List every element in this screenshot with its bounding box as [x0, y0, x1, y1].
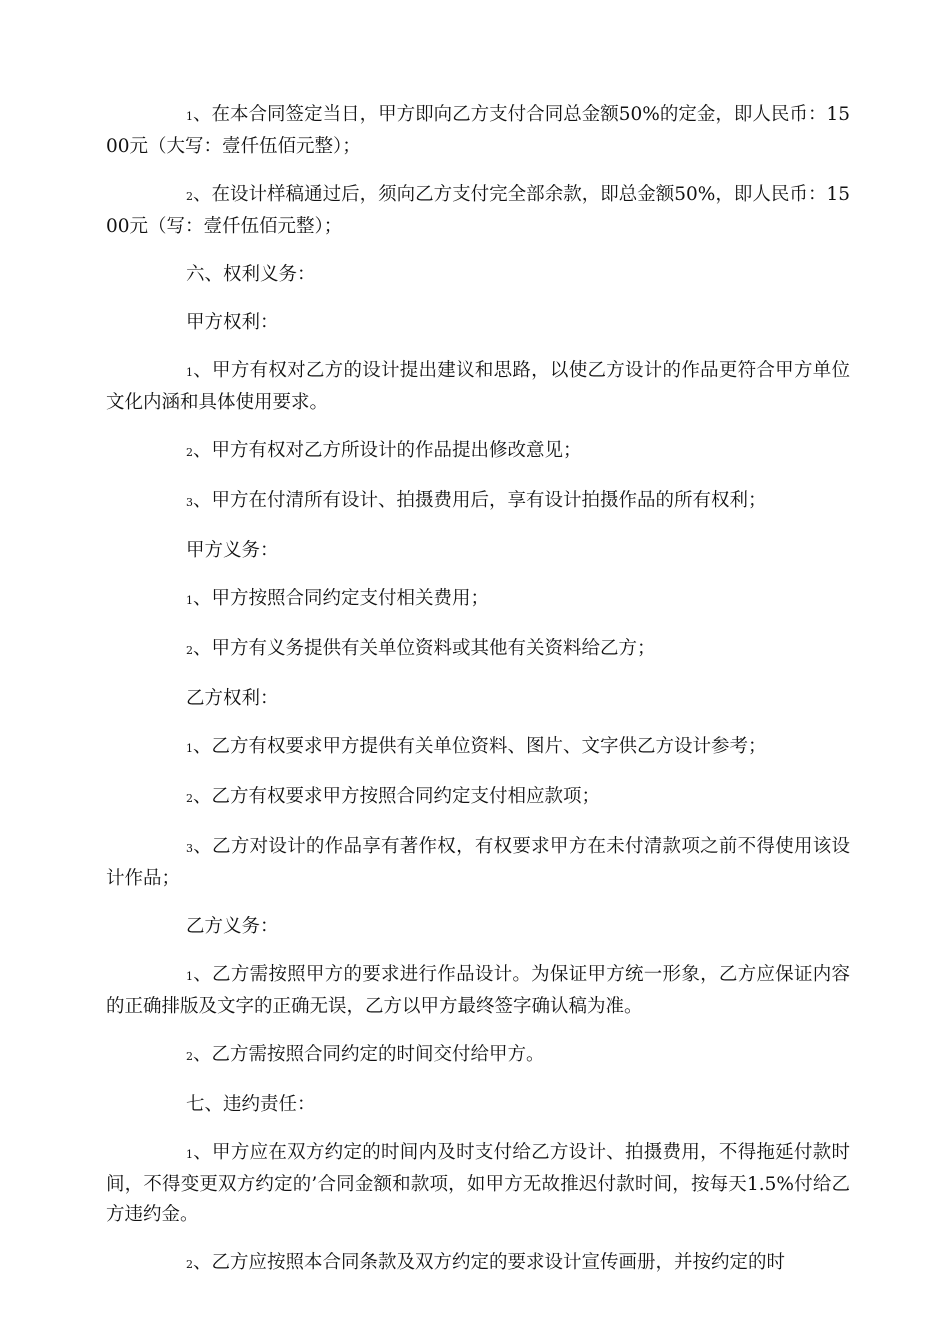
clause-paragraph — [106, 732, 850, 764]
clause-number: 1 — [186, 970, 193, 983]
paragraph-text: 、乙方应按照本合同条款及双方约定的要求设计宣传画册，并按约定的时 — [193, 1252, 786, 1273]
section-heading — [106, 308, 850, 338]
paragraph-text: 、乙方有权要求甲方按照合同约定支付相应款项； — [193, 786, 601, 807]
paragraph-text: 、甲方有义务提供有关单位资料或其他有关资料给乙方； — [193, 638, 656, 659]
clause-paragraph — [106, 356, 850, 418]
paragraph-text: 、乙方需按照甲方的要求进行作品设计。为保证甲方统一形象，乙方应保证内容的正确排版及文字的正确无误，乙方以甲方最终签字确认稿为准。 — [106, 964, 850, 1017]
clause-number: 2 — [186, 190, 193, 203]
clause-number: 1 — [186, 1148, 193, 1161]
clause-paragraph — [106, 436, 850, 468]
clause-paragraph — [106, 1248, 850, 1280]
document-page — [106, 100, 850, 1298]
section-heading — [106, 260, 850, 290]
paragraph-text: 、甲方有权对乙方所设计的作品提出修改意见； — [193, 440, 582, 461]
clause-paragraph — [106, 782, 850, 814]
paragraph-text: 乙方权利： — [186, 688, 279, 709]
paragraph-text: 六、权利义务： — [186, 264, 316, 285]
clause-paragraph — [106, 634, 850, 666]
paragraph-text: 、甲方按照合同约定支付相关费用； — [193, 588, 490, 609]
paragraph-text: 、甲方有权对乙方的设计提出建议和思路，以使乙方设计的作品更符合甲方单位文化内涵和具体使用要求。 — [106, 360, 850, 413]
section-heading — [106, 536, 850, 566]
clause-paragraph — [106, 960, 850, 1022]
section-heading — [106, 912, 850, 942]
paragraph-text: 、在设计样稿通过后，须向乙方支付完全部余款，即总金额50%，即人民币：1500元（写：壹仟伍佰元整）； — [106, 184, 850, 237]
paragraph-text: 、乙方对设计的作品享有著作权，有权要求甲方在未付清款项之前不得使用该设计作品； — [106, 836, 850, 889]
paragraph-text: 甲方权利： — [186, 312, 279, 333]
clause-number: 1 — [186, 742, 193, 755]
paragraph-text: 、乙方有权要求甲方提供有关单位资料、图片、文字供乙方设计参考； — [193, 736, 767, 757]
paragraph-text: 七、违约责任： — [186, 1094, 316, 1115]
clause-paragraph — [106, 100, 850, 162]
clause-number: 1 — [186, 110, 193, 123]
clause-number: 2 — [186, 1258, 193, 1271]
clause-number: 2 — [186, 792, 193, 805]
clause-paragraph — [106, 1040, 850, 1072]
clause-paragraph — [106, 486, 850, 518]
paragraph-text: 、甲方在付清所有设计、拍摄费用后，享有设计拍摄作品的所有权利； — [193, 490, 767, 511]
paragraph-text: 甲方义务： — [186, 540, 279, 561]
paragraph-text: 、乙方需按照合同约定的时间交付给甲方。 — [193, 1044, 545, 1065]
section-heading — [106, 1090, 850, 1120]
clause-number: 1 — [186, 594, 193, 607]
paragraph-text: 、在本合同签定当日，甲方即向乙方支付合同总金额50%的定金，即人民币：1500元（大写：壹仟伍佰元整）； — [106, 104, 850, 157]
clause-paragraph — [106, 180, 850, 242]
clause-paragraph — [106, 832, 850, 894]
clause-number: 2 — [186, 446, 193, 459]
section-heading — [106, 684, 850, 714]
clause-number: 3 — [186, 842, 193, 855]
clause-number: 1 — [186, 366, 193, 379]
paragraph-text: 乙方义务： — [186, 916, 279, 937]
clause-number: 3 — [186, 496, 193, 509]
clause-number: 2 — [186, 644, 193, 657]
clause-paragraph — [106, 1138, 850, 1230]
clause-number: 2 — [186, 1050, 193, 1063]
paragraph-text: 、甲方应在双方约定的时间内及时支付给乙方设计、拍摄费用，不得拖延付款时间，不得变更双方约定的’合同金额和款项，如甲方无故推迟付款时间，按每天1.5%付给乙方违约金。 — [106, 1142, 850, 1225]
clause-paragraph — [106, 584, 850, 616]
